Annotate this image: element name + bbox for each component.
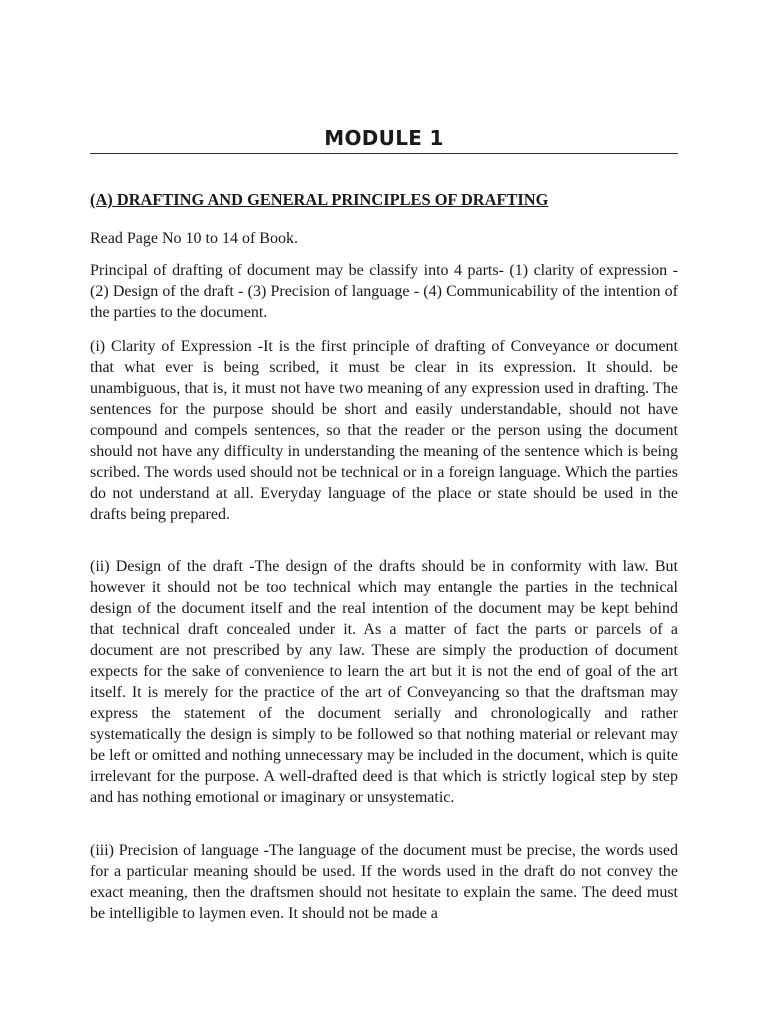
module-title: MODULE 1: [324, 126, 444, 150]
precision-of-language-paragraph: (iii) Precision of language -The language of the document must be precise, the words used for a particular meaning should be used. If the words used in the draft do not convey the exact meaning, then the draftsmen should not hesitate to explain the same. The deed must be intelligible to laymen even. It should not be made a: [90, 842, 678, 922]
design-of-draft-paragraph: (ii) Design of the draft -The design of the drafts should be in conformity with law. But however it should not be too technical which may entangle the parties in the technical design of the document itself and the real intention of the document may be kept behind that technical draft concealed under it. As a matter of fact the parts or parcels of a document are not prescribed by any law. These are simply the production of document expects for the sake of convenience to learn the art but it is not the end of goal of the art itself. It is merely for the practice of the art of Conveyancing so that the draftsman may express the statement of the document serially and chronologically and rather systematically the design is simply to be followed so that nothing material or relevant may be left or omitted and nothing unnecessary may be included in the document, which is quite irrelevant for the purpose. A well-drafted deed is that which is strictly logical step by step and has nothing emotional or imaginary or unsystematic.: [90, 558, 678, 806]
principles-overview-paragraph: Principal of drafting of document may be classify into 4 parts- (1) clarity of expression - (2) Design of the draft - (3) Precision of language - (4) Communicability of the intention of the parties to the document.: [90, 262, 678, 321]
section-heading: (A) DRAFTING AND GENERAL PRINCIPLES OF DRAFTING: [90, 190, 549, 209]
reading-reference: Read Page No 10 to 14 of Book.: [90, 230, 298, 247]
clarity-of-expression-paragraph: (i) Clarity of Expression -It is the first principle of drafting of Conveyance or document that what ever is being scribed, it must be clear in its expression. It should. be unambiguous, that is, it must not have two meaning of any expression used in drafting. The sentences for the purpose should be short and easily understandable, should not have compound and compels sentences, so that the reader or the person using the document should not have any difficulty in understanding the meaning of the sentence which is being scribed. The words used should not be technical or in a foreign language. Which the parties do not understand at all. Everyday language of the place or state should be used in the drafts being prepared.: [90, 338, 678, 523]
title-underline-rule: [90, 153, 678, 154]
